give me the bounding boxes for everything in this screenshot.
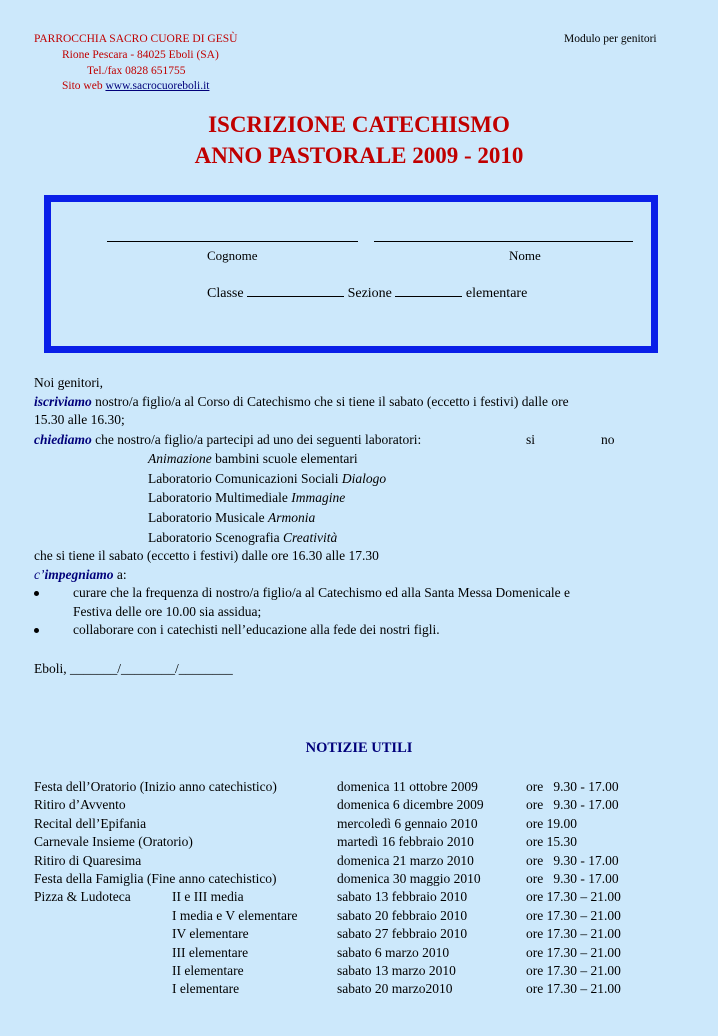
section-field[interactable] [395, 284, 462, 297]
place-date: Eboli, _______/________/________ [34, 661, 233, 676]
event-date: martedì 16 febbraio 2010 [337, 834, 474, 850]
event-time: ore 9.30 - 17.00 [526, 852, 619, 868]
lab-italic-post: Creatività [282, 530, 338, 545]
lab-italic-post: Immagine [291, 490, 346, 505]
name-label: Nome [509, 248, 541, 263]
event-name: Ritiro d’Avvento [34, 797, 126, 813]
event-date: domenica 21 marzo 2010 [337, 852, 474, 868]
class-label: Classe [207, 286, 244, 301]
section-label: Sezione [347, 286, 392, 301]
event-name: Pizza & Ludoteca [34, 889, 131, 905]
event-time: ore 17.30 – 21.00 [526, 963, 621, 978]
commit-verb: impegniamo [44, 567, 114, 582]
commit-line [34, 565, 127, 584]
no-label: no [601, 432, 615, 447]
event-time: ore 17.30 – 21.00 [526, 907, 621, 923]
yes-label: si [526, 432, 536, 447]
lab-item [148, 469, 386, 488]
event-time: ore 17.30 – 21.00 [526, 981, 621, 997]
commit-prefix: c’ [34, 567, 45, 582]
lab-schedule: che si tiene il sabato (eccetto i festivi) dalle ore 16.30 alle 17.30 [34, 548, 379, 563]
class-section-row [207, 284, 527, 302]
lab-label: Laboratorio Multimediale [148, 490, 292, 505]
event-date: mercoledì 6 gennaio 2010 [337, 815, 478, 831]
parish-website [62, 79, 209, 94]
enroll-line-2: 15.30 alle 16.30; [34, 412, 125, 427]
event-date: domenica 6 dicembre 2009 [337, 797, 484, 813]
event-time: ore 19.00 [526, 815, 577, 831]
lab-italic-post: Dialogo [341, 471, 387, 486]
enroll-verb: iscriviamo [34, 394, 92, 409]
event-time: ore 15.30 [526, 834, 577, 850]
lab-item [148, 488, 345, 507]
ask-text: che nostro/a figlio/a partecipi ad uno dei seguenti laboratori: [91, 432, 422, 447]
bullet-1-line-1: curare che la frequenza di nostro/a figlio/a al Catechismo ed alla Santa Messa Domenicale e [73, 585, 571, 600]
event-group: IV elementare [172, 926, 249, 942]
event-date: sabato 13 marzo 2010 [337, 963, 456, 978]
event-date: sabato 20 febbraio 2010 [337, 907, 468, 923]
event-group: II e III media [172, 889, 244, 905]
event-time: ore 17.30 – 21.00 [526, 944, 621, 960]
event-name: Ritiro di Quaresima [34, 852, 142, 868]
parish-address: Rione Pescara - 84025 Eboli (SA) [62, 49, 219, 61]
event-group: III elementare [172, 944, 249, 960]
event-time: ore 9.30 - 17.00 [526, 871, 619, 886]
lab-item [148, 508, 315, 527]
event-group: I elementare [172, 981, 240, 997]
event-time: ore 17.30 – 21.00 [526, 889, 621, 905]
form-type-label: Modulo per genitori [564, 33, 657, 45]
ask-line [34, 430, 421, 449]
page-subtitle: ANNO PASTORALE 2009 - 2010 [194, 143, 524, 168]
event-time: ore 9.30 - 17.00 [526, 779, 619, 794]
school-label: elementare [465, 286, 528, 301]
event-time: ore 9.30 - 17.00 [526, 797, 619, 813]
enroll-text: nostro/a figlio/a al Corso di Catechismo che si tiene il sabato (eccetto i festivi) dalle ore [91, 394, 569, 409]
lab-label: Laboratorio Comunicazioni Sociali [148, 471, 342, 486]
event-date: sabato 6 marzo 2010 [337, 944, 450, 960]
event-date: sabato 13 febbraio 2010 [337, 889, 468, 905]
notizie-heading: NOTIZIE UTILI [305, 740, 413, 756]
yes-option [526, 430, 535, 450]
bullet-icon [34, 591, 39, 596]
commit-suffix: a: [113, 567, 127, 582]
parish-name: PARROCCHIA SACRO CUORE DI GESÙ [34, 33, 238, 45]
surname-line[interactable] [107, 241, 358, 242]
surname-label: Cognome [207, 248, 258, 263]
event-group: I media e V elementare [172, 907, 298, 923]
event-date: domenica 30 maggio 2010 [337, 871, 481, 886]
enroll-line-1 [34, 392, 569, 411]
event-name: Festa dell’Oratorio (Inizio anno catechistico) [34, 779, 277, 794]
event-group: II elementare [172, 963, 244, 978]
event-name: Festa della Famiglia (Fine anno catechistico) [34, 871, 277, 886]
student-info-box [44, 195, 658, 353]
no-option [601, 430, 615, 450]
bullet-1-line-2: Festiva delle ore 10.00 sia assidua; [73, 604, 262, 619]
event-name: Recital dell’Epifania [34, 815, 147, 831]
class-field[interactable] [247, 284, 344, 297]
event-date: domenica 11 ottobre 2009 [337, 779, 478, 794]
bullet-2: collaborare con i catechisti nell’educazione alla fede dei nostri figli. [73, 622, 440, 637]
greeting: Noi genitori, [34, 375, 103, 390]
lab-item [148, 528, 337, 547]
name-line[interactable] [374, 241, 633, 242]
website-link[interactable]: www.sacrocuoreboli.it [105, 80, 210, 92]
bullet-icon [34, 628, 39, 633]
event-time: ore 17.30 – 21.00 [526, 926, 621, 942]
lab-label: bambini scuole elementari [211, 451, 358, 466]
lab-italic-post: Armonia [267, 510, 316, 525]
page-title: ISCRIZIONE CATECHISMO [208, 112, 510, 137]
ask-verb: chiediamo [34, 432, 92, 447]
event-name: Carnevale Insieme (Oratorio) [34, 834, 193, 850]
event-date: sabato 20 marzo2010 [337, 981, 453, 997]
website-label: Sito web [62, 80, 106, 92]
lab-item [148, 449, 358, 468]
lab-italic-pre: Animazione [148, 451, 212, 466]
event-date: sabato 27 febbraio 2010 [337, 926, 468, 942]
lab-label: Laboratorio Scenografia [148, 530, 283, 545]
lab-label: Laboratorio Musicale [148, 510, 268, 525]
parish-phone: Tel./fax 0828 651755 [87, 65, 186, 77]
